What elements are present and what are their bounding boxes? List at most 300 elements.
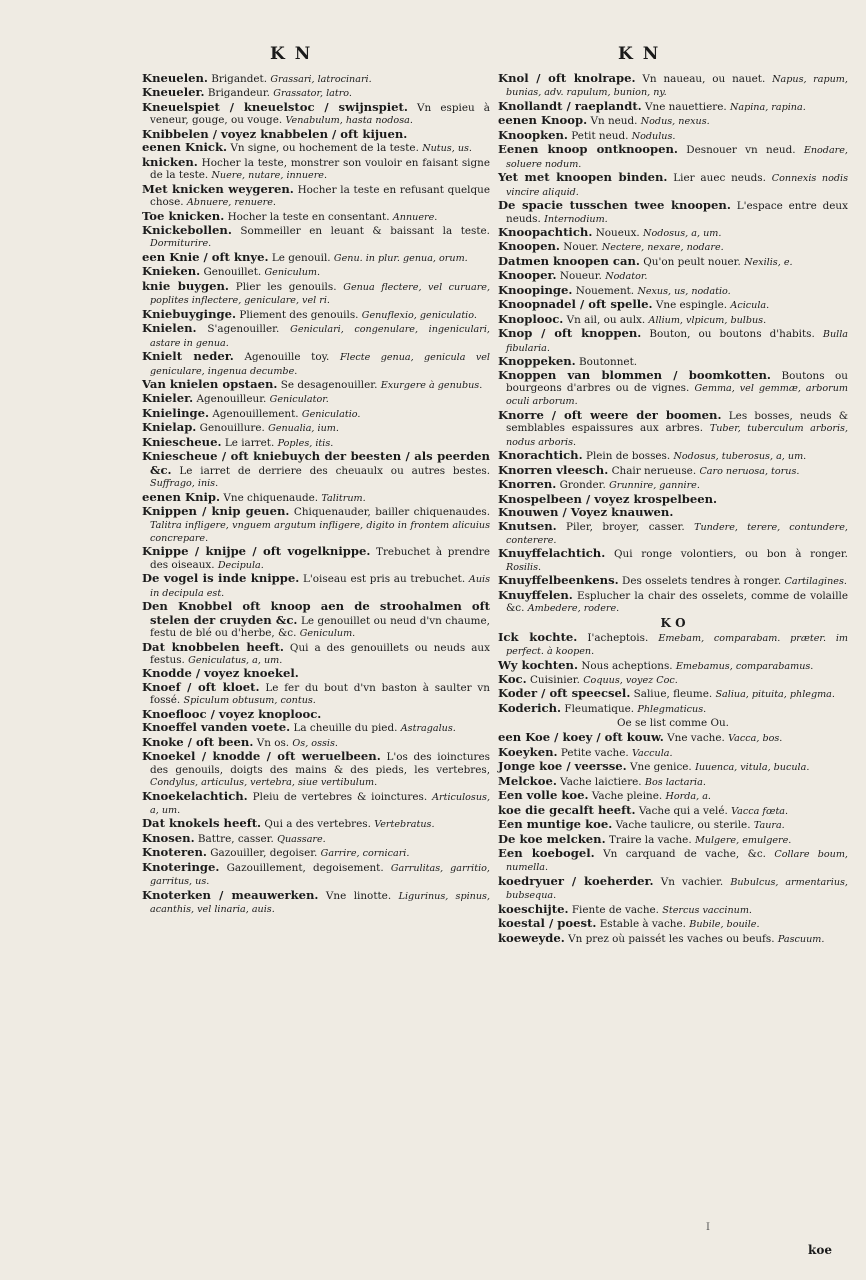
headword: Knoplooc.	[498, 311, 564, 326]
dictionary-entry	[142, 378, 490, 392]
french-translation: Hocher la teste en consentant.	[227, 210, 390, 223]
dictionary-entry	[142, 572, 490, 600]
latin-equivalent: Dormiturire.	[150, 238, 212, 250]
dictionary-entry	[142, 667, 490, 680]
latin-equivalent: Abnuere, renuere.	[186, 197, 276, 209]
dictionary-entry	[498, 269, 848, 283]
headword: Knuyffelachtich.	[498, 546, 606, 561]
french-translation: Vn signe, ou hochement de la teste.	[230, 142, 419, 155]
headword: Knoke / oft been.	[142, 734, 254, 749]
latin-equivalent: Nodosus, a, um.	[643, 227, 722, 239]
latin-equivalent: Quassare.	[277, 833, 326, 845]
latin-equivalent: Nexus, us, nodatio.	[637, 285, 731, 297]
dictionary-entry	[142, 750, 490, 789]
french-translation: Fleumatique.	[564, 702, 635, 715]
headword: Knoterken / meauwerken.	[142, 887, 319, 902]
dictionary-entry	[142, 861, 490, 889]
headword: Knickebollen.	[142, 222, 232, 237]
headword: Knouwen / Voyez knauwen.	[498, 505, 674, 520]
dictionary-entry	[498, 464, 848, 478]
headword: De koe melcken.	[498, 831, 606, 846]
french-translation: Chair nerueuse.	[611, 464, 697, 477]
dictionary-entry	[142, 641, 490, 668]
french-translation: Trebuchet à prendre des oiseaux.	[150, 546, 490, 571]
french-translation: Des osselets tendres à ronger.	[621, 575, 782, 588]
latin-equivalent: Gemma, vel gemmæ, arborum oculi arborum.	[506, 382, 848, 408]
latin-equivalent: Flecte genua, genicula vel geniculare, ingenua decumbe.	[150, 352, 490, 377]
headword: Kniescheue.	[142, 434, 222, 449]
headword: Met knicken weygeren.	[142, 181, 294, 196]
dictionary-entry	[142, 817, 490, 831]
dictionary-entry	[142, 86, 490, 100]
latin-equivalent: Nectere, nexare, nodare.	[601, 242, 724, 254]
headword: Van knielen opstaen.	[142, 376, 278, 391]
headword: Knuyffelen.	[498, 587, 573, 602]
headword: Kneuelen.	[142, 71, 208, 85]
headword: Knieken.	[142, 264, 201, 279]
headword: Knielen.	[142, 321, 197, 336]
french-translation: Qu'on peult nouer.	[643, 255, 741, 268]
latin-equivalent: Rosilis.	[506, 561, 542, 573]
latin-equivalent: Ambedere, rodere.	[527, 603, 620, 615]
right-column	[498, 72, 848, 946]
headword: Knorren.	[498, 477, 557, 492]
dictionary-entry	[142, 681, 490, 708]
dictionary-entry	[142, 545, 490, 572]
headword: Knippe / knijpe / oft vogelknippe.	[142, 544, 371, 559]
headword: Knielt neder.	[142, 349, 234, 364]
latin-equivalent: Napina, rapina.	[729, 101, 806, 113]
latin-equivalent: Spiculum obtusum, contus.	[183, 695, 316, 707]
latin-equivalent: Taura.	[753, 820, 785, 832]
headword: Knielinge.	[142, 405, 210, 420]
latin-equivalent: Ligurinus, spinus, acanthis, vel linaria, auis.	[150, 890, 491, 916]
latin-equivalent: Grassator, latro.	[273, 88, 352, 100]
dictionary-entry	[498, 659, 848, 673]
french-translation: Vn naueau, ou nauet.	[642, 73, 766, 85]
french-translation: Gronder.	[559, 479, 606, 492]
french-translation: Agenouillement.	[212, 407, 299, 420]
headword: Eenen knoop ontknoopen.	[498, 142, 678, 157]
french-translation: Le genouillet ou neud d'vn chaume, festu de blé ou d'herbe, &c.	[150, 614, 490, 640]
dictionary-entry	[498, 789, 848, 803]
french-translation: Agenouille toy.	[244, 351, 330, 364]
headword: Koder / oft speecsel.	[498, 686, 631, 701]
headword: eenen Knoop.	[498, 113, 588, 128]
french-translation: Vn vachier.	[660, 875, 724, 888]
french-translation: Piler, broyer, casser.	[566, 520, 685, 533]
dictionary-entry	[498, 369, 848, 409]
dictionary-entry	[142, 790, 490, 818]
latin-equivalent: Vertebratus.	[374, 819, 435, 831]
dictionary-entry	[142, 832, 490, 846]
headword: Knieler.	[142, 391, 194, 406]
dictionary-entry	[142, 141, 490, 155]
headword: een Knie / oft knye.	[142, 249, 269, 264]
french-translation: Lier auec neuds.	[673, 172, 766, 185]
headword: Knoopachtich.	[498, 224, 593, 239]
french-translation: Desnouer vn neud.	[686, 144, 796, 157]
dictionary-entry	[142, 350, 490, 378]
french-translation: S'agenouiller.	[207, 323, 280, 336]
french-translation: Chiquenauder, bailler chiquenaudes.	[293, 506, 490, 519]
headword: Kneueler.	[142, 85, 205, 100]
french-translation: Genouillure.	[199, 422, 265, 435]
headword: Knippen / knip geuen.	[142, 504, 290, 519]
french-translation: Boutonnet.	[579, 356, 638, 369]
dictionary-entry	[142, 708, 490, 721]
headword: Knoef / oft kloet.	[142, 679, 260, 694]
headword: Wy kochten.	[498, 657, 578, 672]
french-translation: Le iarret.	[224, 436, 275, 449]
dictionary-entry	[498, 114, 848, 128]
dictionary-entry	[142, 128, 490, 141]
headword: Kniebuyginge.	[142, 306, 237, 321]
section-heading-ko: K O	[660, 615, 686, 630]
latin-equivalent: Geniculum.	[299, 628, 356, 640]
latin-equivalent: Decipula.	[217, 559, 264, 571]
french-translation: Bouton, ou boutons d'habits.	[649, 328, 815, 341]
dictionary-entry	[498, 847, 848, 875]
french-translation: Vne chiquenaude.	[223, 491, 319, 504]
latin-equivalent: Genua flectere, vel curuare, poplites inflectere, geniculare, vel ri.	[150, 281, 491, 307]
latin-equivalent: Condylus, articulus, vertebra, siue vertibulum.	[150, 777, 378, 789]
latin-equivalent: Nodosus, tuberosus, a, um.	[673, 451, 807, 463]
french-translation: Vne genice.	[630, 761, 692, 774]
latin-equivalent: Venabulum, hasta nodosa.	[285, 115, 413, 127]
french-translation: Vn espieu à veneur, gouge, ou vouge.	[150, 101, 490, 127]
french-translation: Genouillet.	[203, 266, 262, 279]
dictionary-entry	[142, 224, 490, 251]
dictionary-entry	[142, 421, 490, 435]
french-translation: L'oiseau est pris au trebuchet.	[303, 573, 466, 586]
latin-equivalent: Grunnire, gannire.	[609, 480, 700, 492]
dictionary-entry	[142, 600, 490, 640]
dictionary-entry	[498, 255, 848, 269]
french-translation: Esplucher la chair des osselets, comme de volaille &c.	[506, 589, 848, 615]
latin-equivalent: Pascuum.	[777, 933, 825, 945]
dictionary-entry	[498, 327, 848, 355]
dictionary-entry	[142, 436, 490, 450]
dictionary-entry	[498, 240, 848, 254]
dictionary-entry	[142, 505, 490, 545]
latin-equivalent: Mulgere, emulgere.	[694, 834, 792, 846]
dictionary-entry	[498, 199, 848, 226]
latin-equivalent: Horda, a.	[665, 791, 711, 803]
latin-equivalent: Acicula.	[730, 300, 770, 312]
headword: Knorren vleesch.	[498, 462, 609, 477]
dictionary-entry	[498, 631, 848, 659]
french-translation: Agenouilleur.	[196, 393, 267, 406]
headword: Knibbelen / voyez knabbelen / oft kijuen.	[142, 126, 408, 141]
latin-equivalent: Geniculator.	[269, 394, 329, 406]
french-translation: Plier les genouils.	[235, 280, 337, 293]
french-translation: Saliue, fleume.	[633, 688, 713, 701]
headword: Knoteren.	[142, 845, 207, 860]
latin-equivalent: Exurgere à genubus.	[380, 379, 483, 391]
french-translation: Plein de bosses.	[585, 450, 671, 463]
headword: Knollandt / raeplandt.	[498, 98, 642, 113]
signature-mark: I	[706, 1222, 710, 1233]
latin-equivalent: Poples, itis.	[277, 437, 334, 449]
dictionary-entry	[498, 100, 848, 114]
headword: koeschijte.	[498, 901, 569, 916]
french-translation: Vache qui a velé.	[638, 804, 728, 817]
latin-equivalent: Geniculari, congenulare, ingeniculari, astare in genua.	[150, 324, 490, 349]
headword: Koderich.	[498, 700, 562, 715]
latin-equivalent: Nodulus.	[631, 130, 676, 142]
headword: Koeyken.	[498, 744, 558, 759]
latin-equivalent: Tuber, tuberculum arboris, nodus arboris.	[506, 423, 849, 448]
headword: eenen Knick.	[142, 140, 228, 155]
french-translation: Petit neud.	[571, 129, 629, 142]
dictionary-entry	[498, 818, 848, 832]
headword: Knoeffel vanden voete.	[142, 720, 291, 735]
dictionary-entry	[498, 932, 848, 946]
headword: Knielap.	[142, 420, 197, 435]
dictionary-entry	[498, 589, 848, 616]
french-translation: L'os des ioinctures des genouils, doigts des mains & des pieds, les vertebres,	[150, 751, 490, 776]
french-translation: Vne nauettiere.	[645, 100, 727, 113]
french-translation: Hocher la teste, monstrer son vouloir en faisant signe de la teste.	[150, 156, 491, 182]
left-column	[142, 72, 490, 917]
headword: een Koe / koey / oft kouw.	[498, 730, 664, 745]
running-head-right: K N	[618, 44, 661, 64]
dictionary-entry	[498, 547, 848, 574]
latin-equivalent: Iuuenca, vitula, bucula.	[695, 762, 810, 774]
dictionary-entry	[142, 156, 490, 183]
latin-equivalent: Garrulitas, garritio, garritus, us.	[150, 862, 490, 888]
latin-equivalent: Allium, vlpicum, bulbus.	[648, 314, 767, 326]
headword: Koc.	[498, 672, 527, 687]
french-translation: Vn os.	[256, 736, 290, 749]
dictionary-entry	[498, 760, 848, 774]
latin-equivalent: Connexis nodis vincire aliquid.	[506, 173, 848, 198]
headword: Jonge koe / veersse.	[498, 759, 627, 774]
dictionary-entry	[498, 673, 848, 687]
french-translation: Qui ronge volontiers, ou bon à ronger.	[614, 548, 848, 561]
latin-equivalent: Auis in decipula est.	[150, 574, 490, 599]
dictionary-entry	[498, 478, 848, 492]
dictionary-entry	[498, 409, 848, 449]
latin-equivalent: Caro neruosa, torus.	[699, 465, 800, 477]
french-translation: Petite vache.	[560, 746, 629, 759]
latin-equivalent: Saliua, pituita, phlegma.	[715, 689, 835, 701]
latin-equivalent: Astragalus.	[400, 723, 456, 735]
dictionary-entry	[498, 775, 848, 789]
latin-equivalent: Bubulcus, armentarius, bubsequa.	[506, 876, 848, 902]
dictionary-entry	[498, 903, 848, 917]
french-translation: Traire la vache.	[608, 833, 692, 846]
dictionary-entry	[142, 491, 490, 505]
french-translation: Nouement.	[575, 284, 635, 297]
dictionary-entry	[142, 392, 490, 406]
french-translation: Noueur.	[559, 270, 602, 283]
dictionary-entry	[498, 520, 848, 548]
headword: Knosen.	[142, 830, 195, 845]
latin-equivalent: Nexilis, e.	[744, 256, 793, 268]
dictionary-entry	[498, 731, 848, 745]
dictionary-entry	[142, 407, 490, 421]
headword: knie buygen.	[142, 278, 229, 293]
latin-equivalent: Nodator.	[605, 271, 648, 283]
dictionary-entry	[142, 322, 490, 350]
headword: Knol / oft knolrape.	[498, 71, 636, 85]
dictionary-entry	[498, 574, 848, 588]
french-translation: Vn prez où paissét les vaches ou beufs.	[568, 932, 775, 945]
headword: Knoopen.	[498, 239, 560, 254]
latin-equivalent: Collare boum, numella.	[506, 849, 848, 874]
french-translation: Noueux.	[595, 226, 640, 239]
latin-equivalent: Genualia, ium.	[268, 423, 339, 435]
headword: eenen Knip.	[142, 489, 221, 504]
french-translation: Vn carquand de vache, &c.	[603, 848, 766, 861]
headword: Datmen knoopen can.	[498, 253, 640, 268]
dictionary-entry	[498, 746, 848, 760]
french-translation: Vache pleine.	[591, 790, 663, 803]
latin-equivalent: Geniculum.	[264, 267, 321, 279]
headword: Een volle koe.	[498, 788, 589, 803]
headword: Kneuelspiet / kneuelstoc / swijnspiet.	[142, 99, 408, 114]
headword: koedryuer / koeherder.	[498, 873, 654, 888]
headword: Knoppen van blommen / boomkotten.	[498, 367, 771, 382]
headword: Knutsen.	[498, 518, 557, 533]
french-translation: Vne vache.	[667, 732, 725, 745]
headword: Yet met knoopen binden.	[498, 170, 668, 185]
latin-equivalent: Geniculatio.	[301, 408, 361, 420]
french-translation: Boutons ou bourgeons d'arbres ou de vignes.	[506, 369, 848, 394]
headword: Knoteringe.	[142, 859, 220, 874]
french-translation: Qui a des genouillets ou neuds aux festus.	[150, 641, 490, 667]
headword: Kniescheue / oft kniebuych der beesten / als peerden &c.	[142, 449, 490, 477]
french-translation: Brigandet.	[211, 73, 267, 85]
french-translation: Cuisinier.	[529, 674, 580, 687]
headword: koestal / poest.	[498, 916, 597, 931]
latin-equivalent: Nuere, nutare, innuere.	[211, 170, 328, 182]
dictionary-entry	[498, 917, 848, 931]
latin-equivalent: Cartilagines.	[784, 576, 847, 588]
dictionary-entry	[142, 251, 490, 265]
headword: Dat knobbelen heeft.	[142, 639, 284, 654]
headword: Toe knicken.	[142, 208, 225, 223]
catchword: koe	[808, 1243, 832, 1257]
headword: Ick kochte.	[498, 629, 578, 644]
french-translation: Vache laictiere.	[560, 775, 642, 788]
latin-equivalent: Grassari, latrocinari.	[270, 74, 372, 85]
french-translation: Estable à vache.	[599, 918, 686, 931]
dictionary-entry	[142, 450, 490, 490]
latin-equivalent: Emebam, comparabam. præter. im perfect. à koopen.	[506, 632, 848, 658]
headword: Knoekel / knodde / oft weruelbeen.	[142, 749, 381, 764]
dictionary-entry	[498, 226, 848, 240]
running-head-left: K N	[270, 44, 313, 64]
dictionary-entry	[142, 101, 490, 128]
headword: Knuyffelbeenkens.	[498, 573, 619, 588]
latin-equivalent: Bos lactaria.	[644, 776, 706, 788]
latin-equivalent: Phlegmaticus.	[637, 703, 707, 715]
headword: De vogel is inde knippe.	[142, 571, 300, 586]
latin-equivalent: Os, ossis.	[292, 737, 338, 749]
latin-equivalent: Internodium.	[544, 213, 608, 225]
dictionary-entry	[142, 846, 490, 860]
latin-equivalent: Genuflexio, geniculatio.	[361, 309, 477, 321]
french-translation: Vne linotte.	[325, 889, 392, 902]
latin-equivalent: Stercus vaccinum.	[662, 904, 752, 916]
latin-equivalent: Vacca fœta.	[731, 805, 789, 817]
french-translation: Fiente de vache.	[571, 903, 659, 916]
french-translation: Brigandeur.	[207, 87, 270, 100]
french-translation: Vn ail, ou aulx.	[566, 313, 646, 326]
french-translation: Vache taulicre, ou sterile.	[615, 819, 751, 832]
headword: Knoopnadel / oft spelle.	[498, 297, 653, 312]
dictionary-entry	[498, 702, 848, 716]
dictionary-entry	[498, 449, 848, 463]
french-translation: Battre, casser.	[197, 832, 274, 845]
latin-equivalent: Emebamus, comparabamus.	[675, 660, 814, 672]
latin-equivalent: Talitrum.	[321, 492, 366, 504]
french-translation: Le fer du bout d'vn baston à saulter vn fossé.	[150, 681, 490, 707]
french-translation: I'acheptois.	[587, 631, 649, 644]
headword: De spacie tusschen twee knoopen.	[498, 198, 731, 213]
dictionary-entry	[142, 721, 490, 735]
french-translation: Pleiu de vertebres & ioinctures.	[252, 790, 428, 803]
french-translation: La cheuille du pied.	[293, 722, 398, 735]
french-translation: Les bosses, neuds & semblables espaissures aux arbres.	[506, 409, 848, 435]
dictionary-entry	[142, 72, 490, 86]
dictionary-entry	[498, 493, 848, 506]
french-translation: Le iarret de derriere des cheuaulx ou autres bestes.	[179, 464, 490, 477]
latin-equivalent: Coquus, voyez Coc.	[583, 675, 678, 687]
french-translation: Nous acheptions.	[581, 659, 673, 672]
dictionary-entry	[498, 72, 848, 100]
headword: koeweyde.	[498, 930, 565, 945]
latin-equivalent: Vaccula.	[632, 747, 673, 759]
latin-equivalent: Geniculatus, a, um.	[188, 655, 283, 667]
french-translation: Pliement des genouils.	[239, 308, 359, 321]
french-translation: Le genouil.	[271, 251, 331, 264]
latin-equivalent: Bulla fibularia.	[506, 329, 848, 354]
headword: Knoeflooc / voyez knoplooc.	[142, 706, 322, 721]
headword: Knoekelachtich.	[142, 788, 248, 803]
headword: Een koebogel.	[498, 846, 595, 861]
french-translation: Gazouiller, degoiser.	[210, 847, 318, 860]
headword: koe die gecalft heeft.	[498, 802, 636, 817]
headword: Een muntige koe.	[498, 817, 613, 832]
dictionary-entry	[498, 355, 848, 368]
french-translation: Qui a des vertebres.	[264, 818, 371, 831]
latin-equivalent: Garrire, cornicari.	[320, 848, 410, 860]
dictionary-entry	[498, 143, 848, 171]
dictionary-entry	[498, 833, 848, 847]
dictionary-entry	[498, 129, 848, 143]
dictionary-entry	[498, 687, 848, 701]
headword: Melckoe.	[498, 773, 557, 788]
headword: Knoopken.	[498, 127, 568, 142]
dictionary-entry	[498, 313, 848, 327]
dictionary-entry	[498, 804, 848, 818]
dictionary-entry	[142, 265, 490, 279]
french-translation: Se desagenouiller.	[280, 378, 378, 391]
dictionary-entry	[142, 210, 490, 224]
french-translation: Gazouillement, degoisement.	[226, 861, 384, 874]
french-translation: Vne espingle.	[655, 299, 728, 312]
french-translation: Vn neud.	[590, 115, 638, 128]
headword: Knorre / oft weere der boomen.	[498, 407, 722, 422]
latin-equivalent: Napus, rapum, bunias, adv. rapulum, bunion, ny.	[506, 74, 848, 99]
dictionary-entry	[498, 875, 848, 903]
headword: Knorachtich.	[498, 448, 583, 463]
dictionary-entry	[498, 298, 848, 312]
